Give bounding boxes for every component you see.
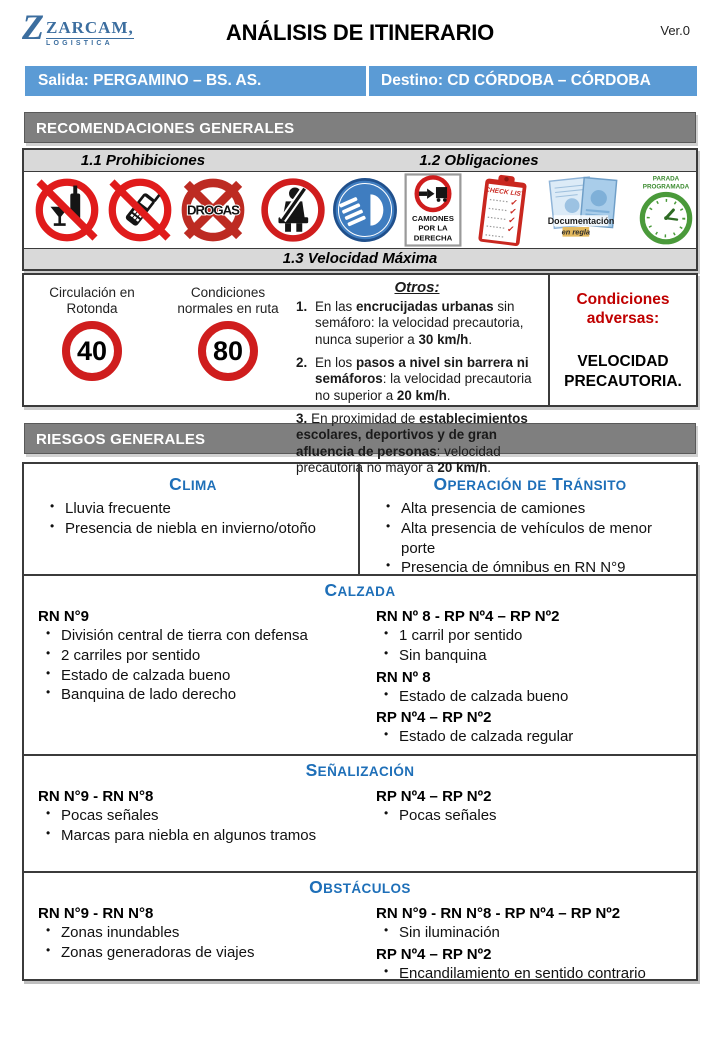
page-title: ANÁLISIS DE ITINERARIO (225, 20, 495, 45)
route-list (376, 626, 686, 666)
otros-rule: 2. En los pasos a nivel sin barrera ni semáforos: la velocidad precautoria no superior a 20 km/h. (296, 355, 532, 403)
list-item: • Pocas señales (382, 806, 686, 826)
list-item: • Estado de calzada bueno (44, 666, 362, 686)
trucks-label-line1: CAMIONES (412, 214, 454, 224)
route-heading: RN N°9 - RN N°8 (38, 905, 154, 922)
roundabout-speed-group (32, 285, 152, 405)
route-list (376, 727, 686, 747)
route-list (376, 964, 686, 979)
obstaculos-col2 (362, 902, 686, 979)
roundabout-speed-label: Circulación en Rotonda (49, 285, 135, 316)
row-senalizacion (24, 754, 696, 871)
list-item: • Lluvia frecuente (48, 499, 348, 519)
list-item: • Banquina de lado derecho (44, 685, 362, 705)
route-bar (25, 66, 697, 96)
trucks-label-line2: POR LA (418, 223, 448, 233)
clima-title: CLIMA (169, 474, 217, 494)
logo-brand-subtitle: LOGISTICA (46, 38, 134, 47)
route-heading: RN N°9 - RN N°8 - RP Nº4 – RP Nº2 (376, 905, 621, 922)
svg-text:✓: ✓ (508, 205, 518, 217)
documents-in-order-icon (542, 173, 626, 247)
route-heading: RP Nº4 – RP Nº2 (376, 945, 492, 963)
scheduled-stop-icon (631, 173, 701, 247)
recomendaciones-box (22, 148, 698, 271)
seatbelt-icon (260, 177, 326, 243)
list-item: • Zonas inundables (44, 923, 362, 943)
list-item: • Sin iluminación (382, 923, 686, 943)
otros-rules (296, 275, 548, 476)
list-item: • Estado de calzada regular (382, 727, 686, 747)
operacion-list (374, 499, 686, 574)
documents-label-line2: en regla (561, 227, 591, 237)
otros-list (296, 299, 538, 476)
check-list-icon (467, 173, 537, 247)
list-item: • Sin banquina (382, 646, 686, 666)
list-item: • Estado de calzada bueno (382, 687, 686, 707)
list-item: • División central de tierra con defensa (44, 626, 362, 646)
check-list-label: CHECK LIST (484, 186, 526, 199)
list-item: • 1 carril por sentido (382, 626, 686, 646)
svg-text:✓: ✓ (509, 197, 519, 208)
route-heading: RP Nº4 – RP Nº2 (376, 788, 492, 805)
list-item: • Marcas para niebla en algunos tramos (44, 826, 362, 846)
no-phone-icon (107, 177, 173, 243)
clima-list (38, 499, 348, 539)
documents-label-line1: Documentación (547, 216, 615, 227)
adverse-conditions-title: Condiciones adversas: (576, 291, 670, 327)
adverse-conditions-cell (548, 275, 696, 405)
no-drugs-icon (180, 177, 246, 243)
clima-cell (24, 464, 360, 574)
logo-brand-name: ZARCAM, (46, 18, 134, 37)
prohibiciones-title: 1.1 Prohibiciones (80, 152, 206, 169)
route-list (376, 806, 686, 826)
otros-rule: 3. En proximidad de establecimientos escolares, deportivos y de gran afluencia de personas: velocidad precautoria no mayor a 20 km/h. (296, 411, 528, 476)
calzada-title: CALZADA (324, 580, 396, 600)
route-list (38, 806, 362, 846)
normal-speed-group (168, 285, 288, 405)
prohibition-icons-group (34, 177, 246, 243)
row-obstaculos (24, 871, 696, 979)
obligaciones-title: 1.2 Obligaciones (419, 152, 539, 169)
otros-title: Otros: (394, 279, 440, 296)
no-drugs-label: DROGAS (187, 202, 239, 218)
icons-header-row (24, 150, 696, 172)
velocidad-maxima-title: 1.3 Velocidad Máxima (24, 248, 696, 269)
list-item: • Presencia de niebla en invierno/otoño (48, 519, 348, 539)
trucks-label-line3: DERECHA (413, 233, 453, 243)
route-heading: RN Nº 8 - RP Nº4 – RP Nº2 (376, 608, 560, 625)
risk-table (22, 462, 698, 981)
stop-label-line2: PROGRAMADA (642, 183, 690, 191)
list-item: • 2 carriles por sentido (44, 646, 362, 666)
speed-limit-40-sign: 40 (62, 321, 122, 381)
icons-row (24, 172, 696, 248)
senalizacion-col1 (38, 785, 362, 848)
document-header (0, 8, 720, 60)
route-heading: RP Nº4 – RP Nº2 (376, 709, 492, 727)
route-origin: Salida: PERGAMINO – BS. AS. (38, 72, 262, 89)
senalizacion-col2 (362, 785, 686, 848)
normal-speed-label: Condiciones normales en ruta (177, 285, 279, 316)
logo-z-glyph: Z (22, 7, 44, 47)
calzada-col2 (362, 605, 686, 749)
route-list (376, 923, 686, 943)
operacion-cell (360, 464, 696, 574)
headlights-on-icon (331, 176, 399, 244)
list-item: • Zonas generadoras de viajes (44, 943, 362, 963)
route-list (38, 923, 362, 963)
calzada-col1 (38, 605, 362, 749)
obstaculos-title: OBSTÁCULOS (309, 877, 411, 897)
no-alcohol-icon (34, 177, 100, 243)
adverse-conditions-value: VELOCIDAD PRECAUTORIA. (564, 353, 682, 390)
route-heading: RN Nº 8 (376, 668, 431, 686)
route-destination: Destino: CD CÓRDOBA – CÓRDOBA (366, 66, 697, 96)
version-label: Ver.0 (660, 23, 690, 38)
section-header-riesgos: RIESGOS GENERALES (24, 423, 696, 454)
route-heading: RN N°9 (38, 608, 90, 625)
stop-label-line1: PARADA (652, 175, 680, 183)
row-clima-operacion (24, 464, 696, 574)
route-list (38, 626, 362, 705)
obligation-icons-group (246, 173, 701, 247)
route-list (376, 687, 686, 707)
otros-rule: 1. En las encrucijadas urbanas sin semáforo: la velocidad precautoria, nunca superior a 30 km/h. (296, 299, 524, 347)
route-heading: RN N°9 - RN N°8 (38, 788, 154, 805)
list-item: • Pocas señales (44, 806, 362, 826)
speed-limit-80-sign: 80 (198, 321, 258, 381)
trucks-keep-right-icon (404, 173, 462, 247)
svg-text:✓: ✓ (506, 223, 516, 235)
obstaculos-col1 (38, 902, 362, 979)
svg-text:✓: ✓ (507, 214, 517, 226)
senalizacion-title: SEÑALIZACIÓN (305, 760, 415, 780)
section-header-recomendaciones: RECOMENDACIONES GENERALES (24, 112, 696, 143)
list-item: • Presencia de ómnibus en RN N°9 (384, 558, 686, 574)
list-item: • Alta presencia de camiones (384, 499, 686, 519)
speed-signs-area (24, 275, 296, 405)
operacion-title: OPERACIÓN DE TRÁNSITO (433, 474, 627, 494)
list-item: • Encandilamiento en sentido contrario (382, 964, 686, 979)
list-item: • Alta presencia de vehículos de menor porte (384, 519, 686, 559)
row-calzada (24, 574, 696, 754)
